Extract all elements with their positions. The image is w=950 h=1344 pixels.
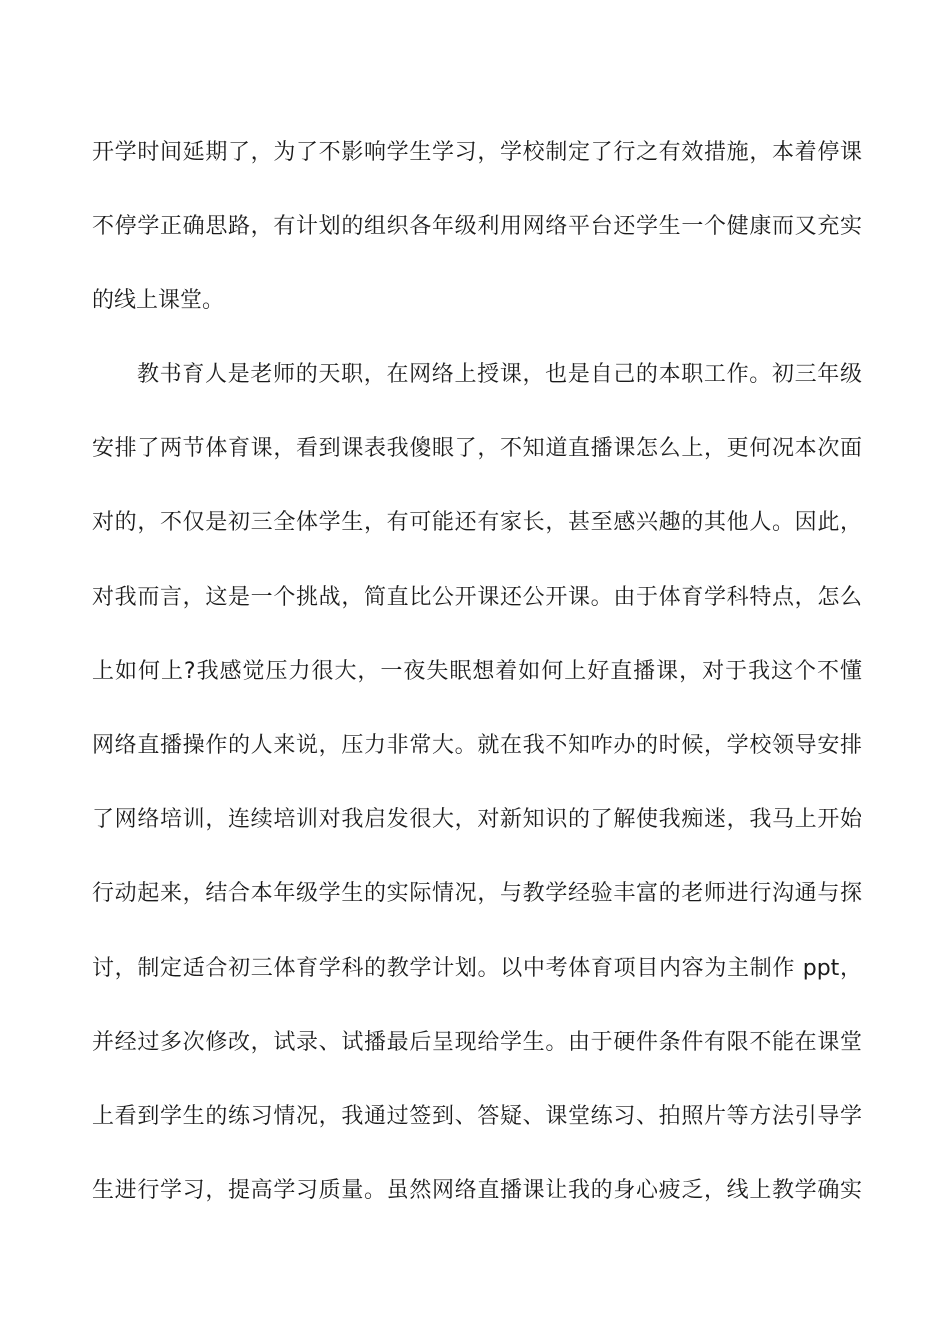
text-line: 行动起来，结合本年级学生的实际情况，与教学经验丰富的老师进行沟通与探	[92, 881, 862, 906]
text-line: 并经过多次修改，试录、试播最后呈现给学生。由于硬件条件有限不能在课堂	[92, 1030, 862, 1055]
text-line: 的线上课堂。	[92, 288, 225, 313]
text-line: 对我而言，这是一个挑战，简直比公开课还公开课。由于体育学科特点，怎么	[92, 585, 862, 610]
text-line: 生进行学习，提高学习质量。虽然网络直播课让我的身心疲乏，线上教学确实	[92, 1178, 862, 1203]
text-line: 上如何上?我感觉压力很大，一夜失眠想着如何上好直播课，对于我这个不懂	[92, 659, 862, 684]
text-line: 网络直播操作的人来说，压力非常大。就在我不知咋办的时候，学校领导安排	[92, 733, 862, 758]
text-line: 讨，制定适合初三体育学科的教学计划。以中考体育项目内容为主制作 ppt，	[92, 956, 862, 981]
text-line: 开学时间延期了，为了不影响学生学习，学校制定了行之有效措施，本着停课	[92, 140, 862, 165]
text-line: 不停学正确思路，有计划的组织各年级利用网络平台还学生一个健康而又充实	[92, 214, 862, 239]
text-line: 了网络培训，连续培训对我启发很大，对新知识的了解使我痴迷，我马上开始	[92, 807, 862, 832]
text-line: 上看到学生的练习情况，我通过签到、答疑、课堂练习、拍照片等方法引导学	[92, 1104, 862, 1129]
text-line: 教书育人是老师的天职，在网络上授课，也是自己的本职工作。初三年级	[137, 362, 862, 387]
text-line: 安排了两节体育课，看到课表我傻眼了，不知道直播课怎么上，更何况本次面	[92, 436, 862, 461]
text-line: 对的，不仅是初三全体学生，有可能还有家长，甚至感兴趣的其他人。因此，	[92, 510, 862, 535]
